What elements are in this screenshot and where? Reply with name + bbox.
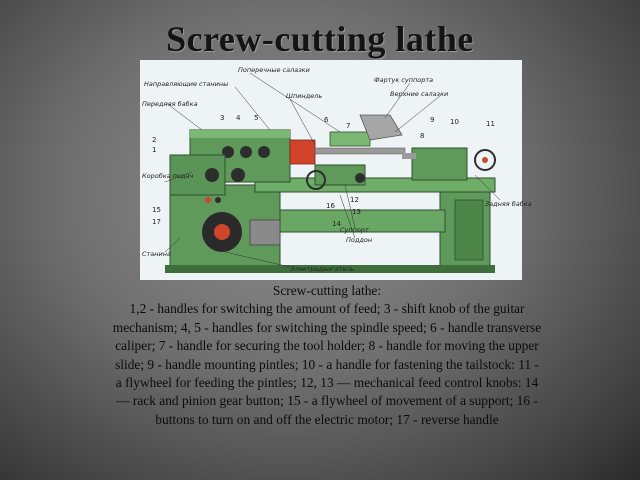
label-guide-rails: Направляющие станины (144, 80, 229, 88)
num-5: 5 (254, 114, 259, 122)
right-cabinet-door (455, 200, 483, 260)
label-carriage: Суппорт (340, 226, 369, 234)
num-10: 10 (450, 118, 459, 126)
caption-body: 1,2 - handles for switching the amount of feed; 3 - shift knob of the guitar mechanism; 4, 5 - handles for switching the spindle speed; 6 - handle transverse caliper; 7 - handle for securing the tool holder; 8 - handle for moving the upper slide; 9 - handle mounting pintles; 10 - a handle for fastening the tailstock: 11 - a flywheel for feeding the pintles; 12, 13 — mechanical feed control knobs: 14 — rack and pinion gear button; 15 - a flywheel of movement of a support; 16 - buttons to turn on and off the electric motor; 17 - reverse handle (112, 301, 542, 427)
tailstock (412, 148, 467, 180)
chuck (290, 140, 315, 164)
headstock-top (190, 130, 290, 138)
cross-slide (330, 132, 370, 146)
num-12: 12 (350, 196, 359, 204)
num-6: 6 (324, 116, 329, 124)
label-spindle: Шпиндель (286, 92, 323, 100)
num-7: 7 (346, 122, 351, 130)
feed-handle-1-icon (205, 168, 219, 182)
num-15: 15 (152, 206, 161, 214)
caption (112, 282, 542, 429)
num-11: 11 (486, 120, 495, 128)
motor-housing (250, 220, 280, 245)
label-headstock: Передняя бабка (142, 100, 198, 108)
motor-button-off-icon (215, 197, 221, 203)
slide-title: Screw-cutting lathe (166, 19, 474, 59)
feed-handle-2-icon (231, 168, 245, 182)
num-2: 2 (152, 136, 157, 144)
tailstock-flywheel-hub-icon (482, 157, 488, 163)
num-9: 9 (430, 116, 435, 124)
label-pan: Поддон (346, 236, 373, 244)
workpiece-shaft (315, 148, 405, 154)
num-3: 3 (220, 114, 225, 122)
lathe-diagram (140, 60, 532, 280)
num-13: 13 (352, 208, 361, 216)
label-feed-box: Коробка подач (142, 172, 194, 180)
num-4: 4 (236, 114, 241, 122)
guitar-knob-icon (258, 146, 270, 158)
label-bed: Станина (142, 250, 172, 258)
label-motor: Электродвигатель (290, 265, 355, 273)
num-1: 1 (152, 146, 157, 154)
speed-knob-5-icon (240, 146, 252, 158)
label-tool-holder: Фартук суппорта (374, 76, 434, 84)
num-8: 8 (420, 132, 425, 140)
motor-red-cap-icon (214, 224, 230, 240)
lathe-illustration (140, 60, 532, 280)
tailstock-quill (402, 153, 416, 159)
label-cross-slide: Поперечные салазки (238, 66, 310, 74)
motor-button-on-icon (205, 197, 211, 203)
num-16: 16 (326, 202, 335, 210)
label-upper-slide: Верхние салазки (390, 90, 449, 98)
caption-heading: Screw-cutting lathe: (272, 283, 382, 298)
num-14: 14 (332, 220, 341, 228)
feed-control-knob-icon (355, 173, 365, 183)
num-17: 17 (152, 218, 161, 226)
label-tailstock: Задняя бабка (485, 200, 532, 208)
